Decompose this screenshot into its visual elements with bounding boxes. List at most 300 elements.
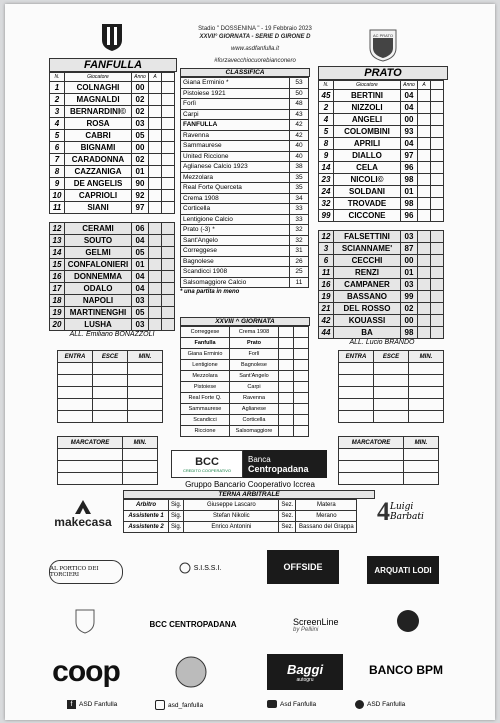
team-points: 48 (290, 99, 309, 110)
player-year: 96 (401, 210, 418, 222)
extra-cell (431, 303, 444, 315)
player-number: 2 (50, 94, 65, 106)
warning-cell (418, 291, 431, 303)
player-row (50, 154, 175, 166)
standings-row (181, 256, 309, 267)
score-home (279, 327, 294, 338)
extra-cell (162, 283, 175, 295)
player-name: MARTINENGHI (65, 307, 132, 319)
match-away: Ravenna (230, 393, 279, 404)
standings-row (181, 120, 309, 131)
player-name: BERTINI (334, 90, 401, 102)
player-number: 6 (319, 255, 334, 267)
score-away (294, 338, 309, 349)
player-name: ANGELI (334, 114, 401, 126)
match-home: Fanfulla (181, 338, 230, 349)
player-row (50, 142, 175, 154)
player-number: 19 (50, 307, 65, 319)
player-name: NAPOLI (65, 295, 132, 307)
sissi-icon (179, 562, 191, 574)
extra-cell (162, 130, 175, 142)
standings-row (181, 99, 309, 110)
player-number: 19 (319, 291, 334, 303)
referee-section: Merano (296, 511, 357, 522)
team-points: 32 (290, 235, 309, 246)
player-name: CECCHI (334, 255, 401, 267)
player-year: 04 (132, 235, 149, 247)
round-sponsor-logo (173, 654, 209, 690)
player-row (50, 223, 175, 235)
makecasa-icon (73, 499, 93, 515)
warning-cell (149, 295, 162, 307)
standings-row (181, 78, 309, 89)
player-year: 00 (132, 82, 149, 94)
player-number: 44 (319, 327, 334, 339)
player-number: 11 (50, 202, 65, 214)
telegram-icon (355, 700, 364, 709)
match-away: Prato (230, 338, 279, 349)
player-name: CAMPANER (334, 279, 401, 291)
player-name: BA (334, 327, 401, 339)
warning-cell (418, 198, 431, 210)
stadium-line: Stadio " DOSSENINA " - 19 Febbraio 2023 (198, 26, 312, 32)
team-points: 50 (290, 88, 309, 99)
standings-row (181, 267, 309, 278)
extra-cell (162, 307, 175, 319)
home-scorers-table (57, 436, 158, 485)
away-roster (318, 66, 448, 346)
instagram-link[interactable] (155, 700, 203, 710)
player-row (50, 106, 175, 118)
player-row (50, 295, 175, 307)
screenline-text: ScreenLine (293, 617, 339, 627)
player-year: 02 (132, 106, 149, 118)
player-name: TROVADE (334, 198, 401, 210)
coop-logo: coop (52, 655, 120, 688)
player-name: NIZZOLI (334, 102, 401, 114)
standings-row (181, 225, 309, 236)
player-name: DIALLO (334, 150, 401, 162)
player-year: 00 (401, 114, 418, 126)
shield-sponsor-logo (65, 604, 105, 638)
warning-cell (418, 243, 431, 255)
entra-header: ENTRA (339, 351, 374, 363)
match-home: Pistoiese (181, 382, 230, 393)
score-home (279, 371, 294, 382)
player-year: 04 (401, 138, 418, 150)
extra-cell (431, 90, 444, 102)
team-points: 42 (290, 130, 309, 141)
player-row (319, 267, 444, 279)
bcc-centropadana-logo: BCC CENTROPADANA (149, 619, 237, 629)
extra-cell (431, 162, 444, 174)
match-home: Riccione (181, 426, 230, 437)
warning-cell (149, 283, 162, 295)
team-name: Mezzolara (181, 172, 290, 183)
extra-cell (162, 118, 175, 130)
warning-cell (418, 114, 431, 126)
bcc-sub: CREDITO COOPERATIVO (182, 467, 232, 473)
extra-cell (162, 295, 175, 307)
screenline-logo (267, 610, 357, 640)
player-number: 18 (50, 295, 65, 307)
warning-cell (149, 202, 162, 214)
player-row (319, 174, 444, 186)
match-row (181, 371, 309, 382)
entra-header: ENTRA (58, 351, 93, 363)
score-away (294, 393, 309, 404)
score-away (294, 371, 309, 382)
score-home (279, 426, 294, 437)
standings-row (181, 246, 309, 257)
away-scorers-table (338, 436, 439, 485)
warning-cell (418, 231, 431, 243)
player-number: 5 (319, 126, 334, 138)
player-name: SOLDANI (334, 186, 401, 198)
standings-note: * una partita in meno (180, 289, 240, 295)
player-row (319, 210, 444, 222)
warning-cell (418, 327, 431, 339)
warning-cell (149, 166, 162, 178)
col-n: N. (319, 81, 334, 90)
extra-cell (162, 235, 175, 247)
player-year: 98 (401, 198, 418, 210)
match-home: Real Forte Q. (181, 393, 230, 404)
crest-icon (74, 608, 96, 634)
team-name: Ravenna (181, 130, 290, 141)
player-number: 3 (319, 243, 334, 255)
extra-cell (162, 190, 175, 202)
warning-cell (418, 186, 431, 198)
warning-cell (418, 279, 431, 291)
extra-cell (162, 247, 175, 259)
player-year: 04 (401, 90, 418, 102)
home-subs-table (57, 350, 163, 423)
col-a: A (149, 73, 162, 82)
warning-cell (149, 130, 162, 142)
extra-cell (431, 114, 444, 126)
player-row (50, 235, 175, 247)
telegram-label: ASD Fanfulla (367, 701, 406, 708)
extra-cell (162, 202, 175, 214)
player-name: CERAMI (65, 223, 132, 235)
player-row (50, 166, 175, 178)
player-name: CABRI (65, 130, 132, 142)
warning-cell (149, 259, 162, 271)
extra-cell (431, 126, 444, 138)
facebook-label: ASD Fanfulla (79, 701, 118, 708)
warning-cell (149, 247, 162, 259)
player-name: SOUTO (65, 235, 132, 247)
player-year: 03 (132, 295, 149, 307)
match-away: Corticella (230, 415, 279, 426)
hashtag: #forzavecchiocuorebianconero (214, 58, 296, 64)
player-name: CAZZANIGA (65, 166, 132, 178)
player-year: 01 (401, 267, 418, 279)
warning-cell (418, 102, 431, 114)
match-away: Crema 1908 (230, 327, 279, 338)
match-row (181, 404, 309, 415)
warning-cell (418, 315, 431, 327)
player-name: FALSETTINI (334, 231, 401, 243)
svg-text:AC PRATO: AC PRATO (372, 33, 394, 38)
player-number: 14 (319, 162, 334, 174)
extra-cell (431, 210, 444, 222)
warning-cell (149, 178, 162, 190)
player-name: CELA (334, 162, 401, 174)
player-name: LUSHA (65, 319, 132, 331)
score-away (294, 382, 309, 393)
player-number: 11 (319, 267, 334, 279)
player-row (50, 283, 175, 295)
min-header: MIN. (123, 437, 158, 449)
scorer-header: MARCATORE (339, 437, 404, 449)
player-number: 6 (50, 142, 65, 154)
match-row (181, 415, 309, 426)
player-name: GELMI (65, 247, 132, 259)
extra-cell (162, 271, 175, 283)
score-home (279, 338, 294, 349)
match-row (181, 338, 309, 349)
warning-cell (149, 223, 162, 235)
score-home (279, 360, 294, 371)
player-name: CARADONNA (65, 154, 132, 166)
home-team-name: FANFULLA (49, 58, 177, 72)
player-row (50, 247, 175, 259)
player-row (50, 118, 175, 130)
home-coach: ALL. Emiliano BONAZZOLI (69, 331, 155, 338)
player-row (319, 315, 444, 327)
warning-cell (149, 94, 162, 106)
score-away (294, 327, 309, 338)
banco-bpm-logo: BANCO BPM (369, 663, 443, 677)
extra-cell (431, 291, 444, 303)
player-number: 21 (319, 303, 334, 315)
referee-name: Giuseppe Lascaro (184, 500, 279, 511)
player-name: CICCONE (334, 210, 401, 222)
standings-row (181, 130, 309, 141)
player-year: 01 (132, 166, 149, 178)
warning-cell (149, 154, 162, 166)
player-row (319, 114, 444, 126)
player-year: 00 (401, 255, 418, 267)
extra-cell (431, 231, 444, 243)
emblem-logo (393, 604, 423, 638)
team-name: Prato (-3) * (181, 225, 290, 236)
team-points: 11 (290, 277, 309, 288)
player-number: 8 (50, 166, 65, 178)
extra-cell (431, 315, 444, 327)
barbati-text: Luigi Barbati (390, 502, 424, 522)
sez-label: Sez. (279, 522, 296, 533)
sig-label: Sig. (169, 511, 184, 522)
player-number: 99 (319, 210, 334, 222)
player-year: 01 (401, 186, 418, 198)
extra-cell (162, 94, 175, 106)
player-row (319, 186, 444, 198)
player-number: 9 (319, 150, 334, 162)
referee-section: Bassano del Grappa (296, 522, 357, 533)
player-row (319, 327, 444, 339)
match-home: Mezzolara (181, 371, 230, 382)
standings-row (181, 277, 309, 288)
barbati-logo: 4 Luigi Barbati (377, 492, 449, 532)
player-number: 13 (50, 235, 65, 247)
extra-cell (431, 255, 444, 267)
team-name: Bagnolese (181, 256, 290, 267)
player-row (319, 231, 444, 243)
match-row (181, 360, 309, 371)
instagram-label: asd_fanfulla (168, 701, 204, 709)
player-number: 45 (319, 90, 334, 102)
score-away (294, 349, 309, 360)
team-points: 34 (290, 193, 309, 204)
player-name: KOUASSI (334, 315, 401, 327)
referees-title: TERNA ARBITRALE (123, 490, 375, 499)
telegram-link[interactable] (355, 700, 405, 709)
prato-crest-icon (368, 28, 398, 62)
youtube-label: Asd Fanfulla (280, 700, 317, 708)
player-name: MAGNALDI (65, 94, 132, 106)
team-name: United Riccione (181, 151, 290, 162)
player-number: 23 (319, 174, 334, 186)
referee-name: Enrico Antonini (184, 522, 279, 533)
team-points: 42 (290, 120, 309, 131)
standings-row (181, 141, 309, 152)
player-year: 03 (132, 118, 149, 130)
warning-cell (418, 150, 431, 162)
match-home: Lentigione (181, 360, 230, 371)
sig-label: Sig. (169, 500, 184, 511)
extra-cell (162, 223, 175, 235)
player-number: 3 (50, 106, 65, 118)
extra-cell (162, 259, 175, 271)
player-row (319, 243, 444, 255)
player-row (319, 126, 444, 138)
sig-label: Sig. (169, 522, 184, 533)
player-year: 97 (132, 202, 149, 214)
team-name: Aglianese Calcio 1923 (181, 162, 290, 173)
player-number: 42 (319, 315, 334, 327)
standings-row (181, 214, 309, 225)
extra-cell (162, 319, 175, 331)
away-coach: ALL. Lucio BRANDO (349, 339, 415, 346)
team-points: 38 (290, 162, 309, 173)
player-year: 05 (132, 130, 149, 142)
team-name: Giana Erminio * (181, 78, 290, 89)
standings-title: CLASSIFICA (180, 68, 310, 77)
score-away (294, 360, 309, 371)
player-name: DONNEMMA (65, 271, 132, 283)
referee-name: Stefan Nikolic (184, 511, 279, 522)
player-year: 03 (401, 231, 418, 243)
min-header: MIN. (404, 437, 439, 449)
extra-cell (431, 150, 444, 162)
facebook-link[interactable] (67, 700, 117, 709)
player-number: 4 (319, 114, 334, 126)
standings-row (181, 235, 309, 246)
extra-cell (162, 106, 175, 118)
team-name: FANFULLA (181, 120, 290, 131)
warning-cell (418, 138, 431, 150)
team-name: Salsomaggiore Calcio (181, 277, 290, 288)
player-name: SIANI (65, 202, 132, 214)
player-row (319, 102, 444, 114)
scorer-header: MARCATORE (58, 437, 123, 449)
sissi-logo (165, 556, 235, 580)
makecasa-logo (49, 494, 117, 534)
team-name: Lentigione Calcio (181, 214, 290, 225)
extra-cell (162, 154, 175, 166)
fanfulla-crest-icon (101, 22, 123, 52)
warning-cell (149, 118, 162, 130)
player-row (319, 138, 444, 150)
min-header: MIN. (409, 351, 444, 363)
player-year: 98 (401, 327, 418, 339)
team-points: 26 (290, 256, 309, 267)
warning-cell (418, 267, 431, 279)
player-row (319, 90, 444, 102)
standings-row (181, 172, 309, 183)
extra-cell (162, 142, 175, 154)
player-name: CONFALONIERI (65, 259, 132, 271)
score-away (294, 415, 309, 426)
referees (123, 490, 375, 533)
referee-role: Assistente 2 (124, 522, 169, 533)
sez-label: Sez. (279, 511, 296, 522)
extra-cell (431, 267, 444, 279)
player-number: 20 (50, 319, 65, 331)
bank-line1: Banca (248, 454, 271, 464)
col-year: Anno (132, 73, 149, 82)
player-name: COLNAGHI (65, 82, 132, 94)
standings-row (181, 193, 309, 204)
player-year: 04 (401, 102, 418, 114)
team-name: Sant'Angelo (181, 235, 290, 246)
baggi-sub: autogru (296, 676, 314, 683)
player-year: 92 (132, 190, 149, 202)
player-name: ODALO (65, 283, 132, 295)
player-year: 03 (401, 279, 418, 291)
match-row (181, 327, 309, 338)
player-row (50, 178, 175, 190)
youtube-link[interactable] (267, 700, 316, 708)
warning-cell (149, 82, 162, 94)
player-number: 4 (50, 118, 65, 130)
player-number: 16 (319, 279, 334, 291)
player-year: 03 (132, 319, 149, 331)
extra-cell (431, 198, 444, 210)
team-name: Pistoiese 1921 (181, 88, 290, 99)
match-away: Sant'Angelo (230, 371, 279, 382)
player-number: 10 (50, 190, 65, 202)
col-player: Giocatore (334, 81, 401, 90)
extra-cell (431, 138, 444, 150)
match-row (181, 426, 309, 437)
round-badge-icon (174, 655, 208, 689)
team-points: 43 (290, 109, 309, 120)
team-points: 31 (290, 246, 309, 257)
player-row (50, 259, 175, 271)
player-number: 14 (50, 247, 65, 259)
sissi-text: S.I.S.S.I. (193, 564, 222, 572)
away-subs-table (338, 350, 444, 423)
team-points: 32 (290, 225, 309, 236)
warning-cell (418, 174, 431, 186)
player-row (50, 94, 175, 106)
player-row (319, 303, 444, 315)
extra-cell (431, 243, 444, 255)
